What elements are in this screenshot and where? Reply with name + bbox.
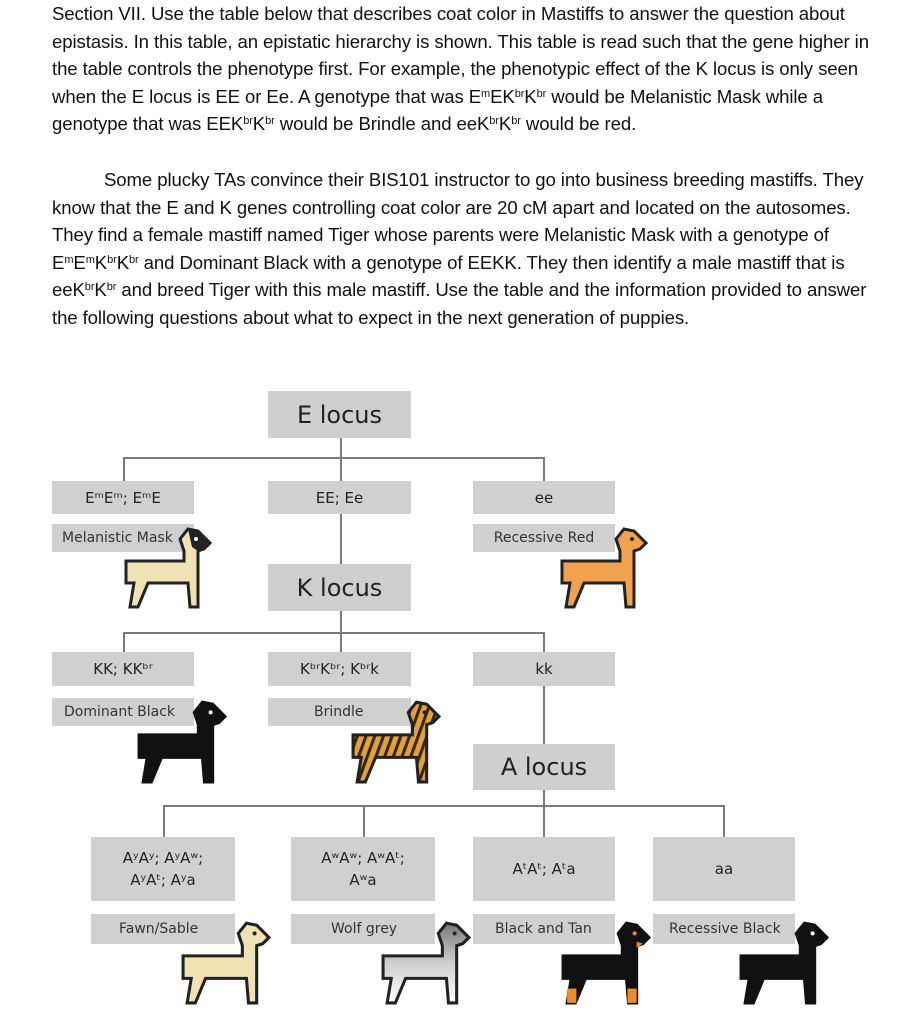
connector: [543, 805, 545, 837]
a-genotype-wolf-line2: Aʷa: [349, 871, 377, 889]
connector: [543, 632, 545, 652]
phenotype-black-and-tan: Black and Tan: [473, 914, 615, 944]
a-genotype-fawn-line1: AʸAʸ; AʸAʷ;: [122, 849, 204, 867]
a-genotype-wolf: [291, 837, 435, 901]
a-genotype-fawn: [91, 837, 235, 901]
k-locus-box: K locus: [268, 564, 411, 611]
a-genotype-recessive: aa: [653, 837, 795, 901]
phenotype-dominant-black: Dominant Black: [52, 698, 194, 726]
e-genotype-recessive: ee: [473, 481, 615, 514]
intro-paragraph: Section VII. Use the table below that describes coat color in Mastiffs to answer the question about epistasis. In this table, an epistatic hierarchy is shown. This table is read such that the gene higher in the table controls the phenotype first. For example, the phenotypic effect of the K locus is only seen when the E locus is EE or Ee. A genotype that was $E^mEK^{br}K^{br}$ would be Melanistic Mask while a genotype that was $EEK^{br}K^{br}$ would be Brindle and $eeK^{br}K^{br}$ would be red.: [52, 3, 869, 135]
k-genotype-recessive: kk: [473, 652, 615, 686]
dog-recessive-red-icon: [550, 521, 658, 611]
a-genotype-wolf-line1: AʷAʷ; AʷAᵗ;: [321, 849, 405, 867]
phenotype-brindle: Brindle: [268, 698, 411, 726]
connector: [723, 805, 725, 837]
connector: [123, 632, 544, 634]
phenotype-melanistic-mask: Melanistic Mask: [52, 524, 194, 552]
connector: [543, 790, 545, 806]
connector: [123, 457, 544, 459]
connector: [340, 632, 342, 652]
e-locus-box: E locus: [268, 391, 411, 438]
connector: [363, 805, 365, 837]
phenotype-fawn-sable: Fawn/Sable: [91, 914, 235, 944]
dog-fawn-sable-icon: [172, 915, 280, 1007]
phenotype-recessive-black: Recessive Black: [653, 914, 795, 944]
connector: [340, 514, 342, 564]
dog-dominant-black-icon: [128, 694, 236, 786]
k-genotype-brindle: KᵇʳKᵇʳ; Kᵇʳk: [268, 652, 411, 686]
connector: [340, 438, 342, 458]
connector: [123, 457, 125, 481]
phenotype-wolf-grey: Wolf grey: [291, 914, 435, 944]
dog-melanistic-mask-icon: [114, 521, 222, 611]
a-genotype-black-tan: AᵗAᵗ; Aᵗa: [473, 837, 615, 901]
dog-wolf-grey-icon: [372, 915, 480, 1007]
scenario-paragraph: Some plucky TAs convince their BIS101 instructor to go into business breeding mastiffs. They know that the E and K genes controlling coat color are 20 cM apart and located on the autosomes. They find a female mastiff named Tiger whose parents were Melanistic Mask with a genotype of $E^mE^mK^{br}K^{br}$ and Dominant Black with a genotype of EEKK. They then identify a male mastiff that is $eeK^{br}K^{br}$ and breed Tiger with this male mastiff. Use the table and the information provided to answer the following questions about what to expect in the next generation of puppies.: [52, 169, 867, 328]
connector: [340, 611, 342, 633]
dog-black-and-tan-icon: [552, 915, 660, 1007]
dog-brindle-icon: [342, 694, 450, 786]
k-genotype-dominant: KK; KKᵇʳ: [52, 652, 194, 686]
e-genotype-dominant: EE; Ee: [268, 481, 411, 514]
a-locus-box: A locus: [473, 744, 615, 790]
e-genotype-mask: EᵐEᵐ; EᵐE: [52, 481, 194, 514]
a-genotype-fawn-line2: AʸAᵗ; Aʸa: [130, 871, 196, 889]
connector: [163, 805, 724, 807]
connector: [543, 686, 545, 744]
connector: [340, 457, 342, 481]
connector: [163, 805, 165, 837]
connector: [543, 457, 545, 481]
dog-recessive-black-icon: [730, 915, 838, 1007]
phenotype-recessive-red: Recessive Red: [473, 524, 615, 552]
connector: [123, 632, 125, 652]
